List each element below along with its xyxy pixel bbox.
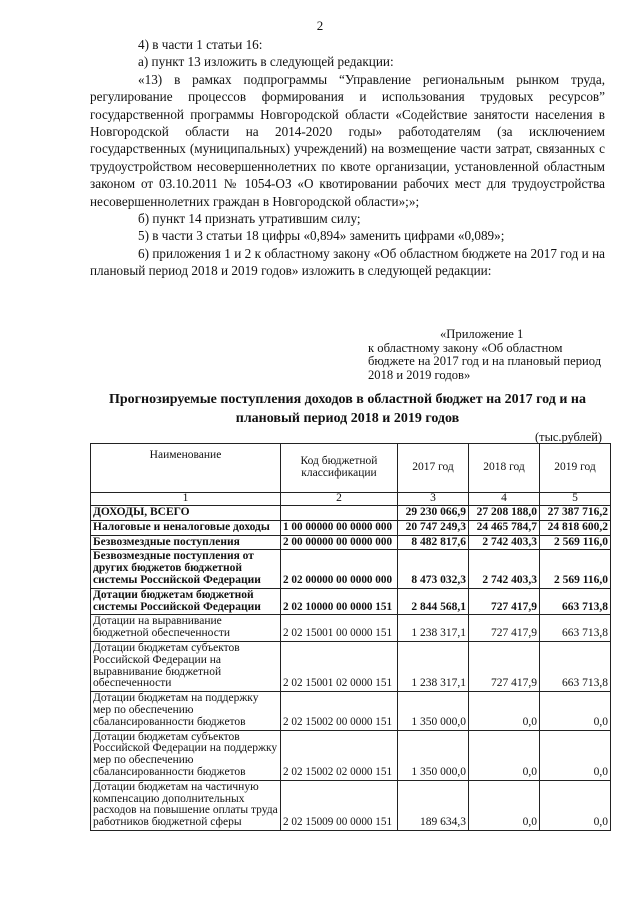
row-code-cell: 2 02 15009 00 0000 151 (281, 780, 398, 830)
table-body (91, 506, 611, 831)
table-row (91, 780, 611, 830)
paragraph-2: а) пункт 13 изложить в следующей редакции: (138, 54, 394, 70)
column-number: 1 (91, 493, 281, 506)
page-number: 2 (316, 18, 324, 33)
row-name-cell: Дотации бюджетам на частичную компенсацию дополнительных расходов на повышение оплаты труда работников бюджетной сферы (91, 780, 281, 830)
row-2019-cell: 0,0 (540, 730, 611, 780)
row-2019-cell: 663 713,8 (540, 588, 611, 615)
header-name: Наименование (91, 444, 281, 493)
units-label: (тыс.рублей) (535, 430, 602, 444)
row-code-cell: 2 02 10000 00 0000 151 (281, 588, 398, 615)
row-2019-cell: 2 569 116,0 (540, 550, 611, 588)
row-2017-cell: 29 230 066,9 (398, 506, 469, 521)
row-name-cell: Безвозмездные поступления (91, 535, 281, 550)
row-2018-cell: 727 417,9 (469, 615, 540, 642)
row-2019-cell: 2 569 116,0 (540, 535, 611, 550)
column-number: 4 (469, 493, 540, 506)
paragraph-5: 5) в части 3 статьи 18 цифры «0,894» заменить цифрами «0,089»; (138, 228, 505, 244)
row-2019-cell: 24 818 600,2 (540, 520, 611, 535)
row-code-cell: 2 02 00000 00 0000 000 (281, 550, 398, 588)
row-2018-cell: 0,0 (469, 692, 540, 730)
row-2018-cell: 27 208 188,0 (469, 506, 540, 521)
row-2018-cell: 727 417,9 (469, 588, 540, 615)
row-name-cell: Дотации бюджетам субъектов Российской Федерации на выравнивание бюджетной обеспеченности (91, 641, 281, 691)
column-number: 5 (540, 493, 611, 506)
header-2018: 2018 год (469, 444, 540, 493)
row-code-cell: 2 02 15002 00 0000 151 (281, 692, 398, 730)
row-2017-cell: 8 482 817,6 (398, 535, 469, 550)
row-name-cell: Налоговые и неналоговые доходы (91, 520, 281, 535)
row-name-cell: ДОХОДЫ, ВСЕГО (91, 506, 281, 521)
row-2017-cell: 1 238 317,1 (398, 615, 469, 642)
row-2018-cell: 24 465 784,7 (469, 520, 540, 535)
row-code-cell (281, 506, 398, 521)
table-row (91, 520, 611, 535)
row-name-cell: Дотации бюджетам субъектов Российской Федерации на поддержку мер по обеспечению сбалансированности бюджетов (91, 730, 281, 780)
row-2018-cell: 2 742 403,3 (469, 550, 540, 588)
row-2017-cell: 2 844 568,1 (398, 588, 469, 615)
row-name-cell: Дотации на выравнивание бюджетной обеспеченности (91, 615, 281, 642)
row-2018-cell: 0,0 (469, 730, 540, 780)
row-code-cell: 1 00 00000 00 0000 000 (281, 520, 398, 535)
row-code-cell: 2 02 15002 02 0000 151 (281, 730, 398, 780)
table-row (91, 641, 611, 691)
table-row (91, 615, 611, 642)
paragraph-1: 4) в части 1 статьи 16: (138, 37, 263, 52)
row-2017-cell: 8 473 032,3 (398, 550, 469, 588)
amendment-text (90, 36, 605, 280)
header-2019: 2019 год (540, 444, 611, 493)
table-row (91, 550, 611, 588)
row-2017-cell: 20 747 249,3 (398, 520, 469, 535)
revenue-table (90, 443, 611, 831)
row-2019-cell: 0,0 (540, 692, 611, 730)
table-row (91, 506, 611, 521)
paragraph-4: б) пункт 14 признать утратившим силу; (138, 211, 361, 227)
row-2017-cell: 1 350 000,0 (398, 730, 469, 780)
column-number: 2 (281, 493, 398, 506)
paragraph-3: «13) в рамках подпрограммы “Управление региональным рынком труда, регулирование процессов формирования и использования трудовых ресурсов” государственной программы Новгородской области «Содействие занятости населения в Новгородской области на 2014-2020 годы» работодателям (за исключением государственных (муниципальных) учреждений) на возмещение части затрат, связанных с трудоустройством несовершеннолетних по квоте организации, установленной областным законом от 03.10.2011 № 1054-ОЗ «О квотировании рабочих мест для трудоустройства несовершеннолетних граждан в Новгородской области»;»; (90, 71, 605, 209)
row-2018-cell: 0,0 (469, 780, 540, 830)
header-2017: 2017 год (398, 444, 469, 493)
row-code-cell: 2 02 15001 00 0000 151 (281, 615, 398, 642)
row-2019-cell: 663 713,8 (540, 615, 611, 642)
appendix-line-2: к областному закону «Об областном бюджете на 2017 год и на плановый период 2018 и 2019 годов» (368, 340, 602, 382)
row-2019-cell: 663 713,8 (540, 641, 611, 691)
row-code-cell: 2 00 00000 00 0000 000 (281, 535, 398, 550)
appendix-header (368, 328, 608, 382)
row-2017-cell: 1 238 317,1 (398, 641, 469, 691)
row-2019-cell: 0,0 (540, 780, 611, 830)
row-name-cell: Дотации бюджетам на поддержку мер по обеспечению сбалансированности бюджетов (91, 692, 281, 730)
table-row (91, 535, 611, 550)
row-2017-cell: 189 634,3 (398, 780, 469, 830)
table-row (91, 730, 611, 780)
row-name-cell: Безвозмездные поступления от других бюджетов бюджетной системы Российской Федерации (91, 550, 281, 588)
row-name-cell: Дотации бюджетам бюджетной системы Российской Федерации (91, 588, 281, 615)
appendix-line-1: «Приложение 1 (440, 327, 524, 341)
row-code-cell: 2 02 15001 02 0000 151 (281, 641, 398, 691)
column-number-row (91, 493, 611, 506)
row-2019-cell: 27 387 716,2 (540, 506, 611, 521)
table-title: Прогнозируемые поступления доходов в областной бюджет на 2017 год и на плановый период 2018 и 2019 годов (109, 392, 586, 426)
row-2018-cell: 2 742 403,3 (469, 535, 540, 550)
paragraph-6: 6) приложения 1 и 2 к областному закону «Об областном бюджете на 2017 год и на плановый период 2018 и 2019 годов» изложить в следующей редакции: (90, 245, 605, 279)
header-code: Код бюджетной классификации (281, 444, 398, 493)
column-number: 3 (398, 493, 469, 506)
table-row (91, 588, 611, 615)
table-header-row (91, 444, 611, 493)
row-2017-cell: 1 350 000,0 (398, 692, 469, 730)
row-2018-cell: 727 417,9 (469, 641, 540, 691)
table-row (91, 692, 611, 730)
